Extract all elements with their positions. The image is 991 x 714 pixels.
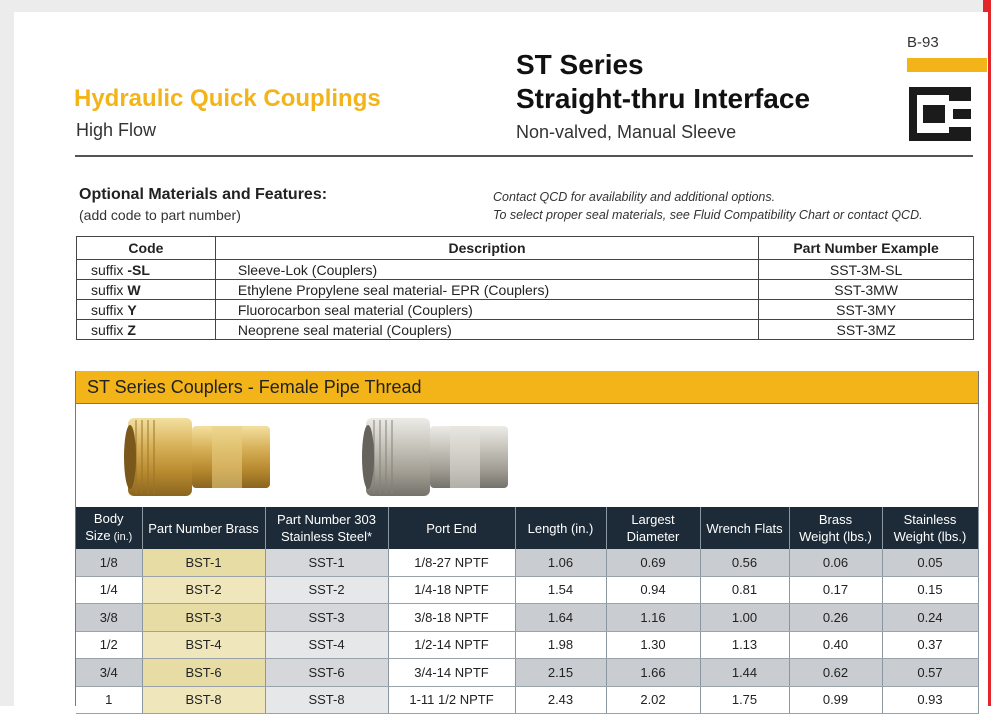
table-row xyxy=(76,659,978,687)
series-title-line1: ST Series xyxy=(516,49,644,80)
col-part-number-stainless: Part Number 303 Stainless Steel* xyxy=(265,507,388,549)
series-title xyxy=(516,48,810,116)
header-divider xyxy=(75,155,973,157)
option-description: Fluorocarbon seal material (Couplers) xyxy=(215,300,758,320)
cell-port-end: 3/4-14 NPTF xyxy=(388,659,515,687)
cell-wrench-flats: 1.75 xyxy=(700,686,789,714)
cell-body-size: 3/4 xyxy=(76,659,142,687)
option-example: SST-3M-SL xyxy=(759,260,974,280)
window-frame-left xyxy=(0,0,14,706)
cell-length: 1.54 xyxy=(515,576,606,604)
series-subtitle: Non-valved, Manual Sleeve xyxy=(516,122,737,142)
cell-port-end: 3/8-18 NPTF xyxy=(388,604,515,632)
cell-body-size: 3/8 xyxy=(76,604,142,632)
cell-part-stainless: SST-8 xyxy=(265,686,388,714)
col-body-size: Body Size (in.) xyxy=(76,507,142,549)
cell-diameter: 1.66 xyxy=(606,659,700,687)
cell-stainless-weight: 0.24 xyxy=(882,604,978,632)
category-subtitle: High Flow xyxy=(76,120,157,140)
col-length: Length (in.) xyxy=(515,507,606,549)
options-title: Optional Materials and Features: xyxy=(79,186,328,203)
product-photos xyxy=(76,404,978,507)
coupler-spec-table xyxy=(76,507,979,714)
option-code: suffix Z xyxy=(77,320,216,340)
options-table xyxy=(76,236,974,340)
cell-part-stainless: SST-1 xyxy=(265,549,388,576)
window-frame-top xyxy=(0,0,991,12)
col-wrench-flats: Wrench Flats xyxy=(700,507,789,549)
cell-length: 2.15 xyxy=(515,659,606,687)
table-row xyxy=(76,549,978,576)
cell-stainless-weight: 0.57 xyxy=(882,659,978,687)
cell-port-end: 1-11 1/2 NPTF xyxy=(388,686,515,714)
options-col-description: Description xyxy=(215,237,758,260)
cell-part-brass: BST-1 xyxy=(142,549,265,576)
window-frame-corner xyxy=(983,0,991,12)
option-example: SST-3MW xyxy=(759,280,974,300)
table-row xyxy=(77,320,974,340)
cell-brass-weight: 0.62 xyxy=(789,659,882,687)
cell-body-size: 1/2 xyxy=(76,631,142,659)
stainless-coupler-image xyxy=(354,410,524,504)
option-description: Sleeve-Lok (Couplers) xyxy=(215,260,758,280)
couplers-section xyxy=(75,371,979,706)
cell-brass-weight: 0.40 xyxy=(789,631,882,659)
spec-header-row xyxy=(76,507,978,549)
cell-length: 1.06 xyxy=(515,549,606,576)
col-port-end: Port End xyxy=(388,507,515,549)
cell-part-stainless: SST-4 xyxy=(265,631,388,659)
cell-diameter: 0.94 xyxy=(606,576,700,604)
cell-part-stainless: SST-3 xyxy=(265,604,388,632)
col-part-number-brass: Part Number Brass xyxy=(142,507,265,549)
option-code: suffix Y xyxy=(77,300,216,320)
cell-port-end: 1/2-14 NPTF xyxy=(388,631,515,659)
cell-part-stainless: SST-6 xyxy=(265,659,388,687)
cell-part-brass: BST-8 xyxy=(142,686,265,714)
series-title-line2: Straight-thru Interface xyxy=(516,83,811,114)
options-col-example: Part Number Example xyxy=(759,237,974,260)
table-row xyxy=(76,686,978,714)
cell-part-brass: BST-4 xyxy=(142,631,265,659)
table-row xyxy=(76,631,978,659)
cell-wrench-flats: 0.56 xyxy=(700,549,789,576)
options-note-availability: Contact QCD for availability and additional options. xyxy=(493,190,776,204)
table-row xyxy=(76,604,978,632)
cell-brass-weight: 0.26 xyxy=(789,604,882,632)
cell-stainless-weight: 0.05 xyxy=(882,549,978,576)
cell-body-size: 1/8 xyxy=(76,549,142,576)
cell-stainless-weight: 0.37 xyxy=(882,631,978,659)
cell-body-size: 1/4 xyxy=(76,576,142,604)
option-description: Neoprene seal material (Couplers) xyxy=(215,320,758,340)
option-code: suffix -SL xyxy=(77,260,216,280)
cell-wrench-flats: 0.81 xyxy=(700,576,789,604)
table-row xyxy=(76,576,978,604)
section-tab xyxy=(907,58,987,72)
option-code: suffix W xyxy=(77,280,216,300)
table-row xyxy=(77,300,974,320)
cell-wrench-flats: 1.00 xyxy=(700,604,789,632)
cell-brass-weight: 0.17 xyxy=(789,576,882,604)
option-description: Ethylene Propylene seal material- EPR (Couplers) xyxy=(215,280,758,300)
options-subtitle: (add code to part number) xyxy=(79,207,241,223)
cell-length: 1.98 xyxy=(515,631,606,659)
brass-coupler-image xyxy=(116,410,286,504)
cell-length: 2.43 xyxy=(515,686,606,714)
cell-wrench-flats: 1.44 xyxy=(700,659,789,687)
option-example: SST-3MZ xyxy=(759,320,974,340)
couplers-section-title: ST Series Couplers - Female Pipe Thread xyxy=(76,371,978,404)
cell-stainless-weight: 0.93 xyxy=(882,686,978,714)
options-col-code: Code xyxy=(77,237,216,260)
cell-port-end: 1/8-27 NPTF xyxy=(388,549,515,576)
category-title: Hydraulic Quick Couplings xyxy=(74,85,381,112)
table-row xyxy=(77,260,974,280)
cell-part-brass: BST-2 xyxy=(142,576,265,604)
coupler-interface-icon xyxy=(909,87,971,141)
option-example: SST-3MY xyxy=(759,300,974,320)
cell-port-end: 1/4-18 NPTF xyxy=(388,576,515,604)
cell-diameter: 1.30 xyxy=(606,631,700,659)
options-note-seals: To select proper seal materials, see Fluid Compatibility Chart or contact QCD. xyxy=(493,208,923,222)
page-number: B-93 xyxy=(907,34,939,51)
cell-diameter: 0.69 xyxy=(606,549,700,576)
cell-diameter: 2.02 xyxy=(606,686,700,714)
table-row xyxy=(77,280,974,300)
cell-length: 1.64 xyxy=(515,604,606,632)
cell-brass-weight: 0.99 xyxy=(789,686,882,714)
col-largest-diameter: Largest Diameter xyxy=(606,507,700,549)
cell-part-brass: BST-3 xyxy=(142,604,265,632)
col-stainless-weight: Stainless Weight (lbs.) xyxy=(882,507,978,549)
cell-part-stainless: SST-2 xyxy=(265,576,388,604)
cell-stainless-weight: 0.15 xyxy=(882,576,978,604)
cell-diameter: 1.16 xyxy=(606,604,700,632)
cell-part-brass: BST-6 xyxy=(142,659,265,687)
cell-wrench-flats: 1.13 xyxy=(700,631,789,659)
cell-brass-weight: 0.06 xyxy=(789,549,882,576)
col-brass-weight: Brass Weight (lbs.) xyxy=(789,507,882,549)
cell-body-size: 1 xyxy=(76,686,142,714)
